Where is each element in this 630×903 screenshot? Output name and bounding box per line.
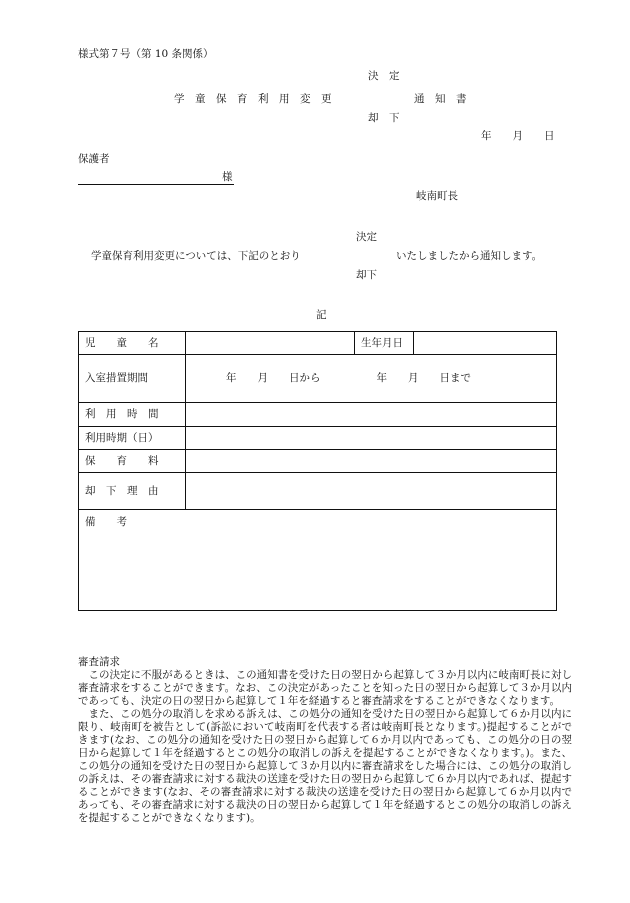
guardian-label: 保護者 (78, 153, 110, 165)
body-reject-option: 却下 (356, 269, 377, 281)
fee-label: 保 育 料 (79, 450, 186, 473)
table-row-remarks (79, 510, 557, 611)
notice-paragraph-2: また、この処分の取消しを求める訴えは、この処分の通知を受けた日の翌日から起算して６か月以内に限り、岐南町を被告として(訴訟において岐南町を代表する者は岐南町長となります。)提起することができます(なお、この処分の通知を受けた日の翌日から起算して６か月以内であっても、この処分の日の翌日から起算して１年を経過するとこの処分の取消しの訴えを提起することができなくなります。)。また、この処分の通知を受けた日の翌日から起算して３か月以内に審査請求をした場合には、この処分の取消しの訴えは、その審査請求に対する裁決の送達を受けた日の翌日から起算して６か月以内であれば、提起することができます(なお、その審査請求に対する裁決の送達を受けた日の翌日から起算して６か月以内であっても、その審査請求に対する裁決の日の翌日から起算して１年を経過するとこの処分の取消しの訴えを提起することができなくなります)。 (78, 708, 572, 824)
remarks-cell (79, 510, 557, 611)
body-text-before: 学童保育利用変更については、下記のとおり (91, 250, 301, 262)
ki-heading: 記 (316, 309, 327, 321)
title-decide-option: 決 定 (368, 70, 400, 82)
table-row-days (79, 427, 557, 450)
table-row-child (79, 332, 557, 355)
period-to: 年 月 日まで (376, 372, 471, 384)
child-name-value (186, 332, 355, 355)
birthdate-value (414, 332, 557, 355)
table-row-fee (79, 450, 557, 473)
reject-reason-label: 却 下 理 由 (79, 473, 186, 510)
period-from: 年 月 日から (226, 372, 321, 384)
honorific-sama: 様 (222, 171, 233, 183)
form-number: 様式第７号（第 10 条関係） (78, 48, 214, 60)
fee-value (186, 450, 557, 473)
document-title-suffix: 通 知 書 (414, 93, 467, 105)
remarks-label: 備 考 (85, 516, 127, 528)
period-label: 入室措置期間 (79, 355, 186, 403)
document-title: 学 童 保 育 利 用 変 更 (174, 93, 332, 105)
notice-heading: 審査請求 (78, 656, 120, 668)
birthdate-label: 生年月日 (355, 332, 414, 355)
hours-label: 利 用 時 間 (79, 403, 186, 427)
record-table (78, 331, 557, 611)
review-request-notice (78, 656, 572, 825)
notice-paragraph-1: この決定に不服があるときは、この通知書を受けた日の翌日から起算して３か月以内に岐南町長に対し審査請求をすることができます。なお、この決定があったことを知った日の翌日から起算して３か月以内であっても、決定の日の翌日から起算して１年を経過すると審査請求をすることができなくなります。 (78, 669, 572, 707)
date-line: 年 月 日 (481, 130, 555, 142)
body-decide-option: 決定 (356, 231, 377, 243)
days-value (186, 427, 557, 450)
child-name-label: 児 童 名 (79, 332, 186, 355)
reject-reason-value (186, 473, 557, 510)
table-row-period (79, 355, 557, 403)
body-text-after: いたしましたから通知します。 (396, 250, 543, 262)
title-reject-option: 却 下 (368, 112, 400, 124)
table-row-reject-reason (79, 473, 557, 510)
hours-value (186, 403, 557, 427)
sender-mayor: 岐南町長 (416, 190, 458, 202)
table-row-hours (79, 403, 557, 427)
days-label: 利用時期（日） (79, 427, 186, 450)
guardian-name-line (78, 184, 234, 185)
period-value (186, 355, 557, 403)
